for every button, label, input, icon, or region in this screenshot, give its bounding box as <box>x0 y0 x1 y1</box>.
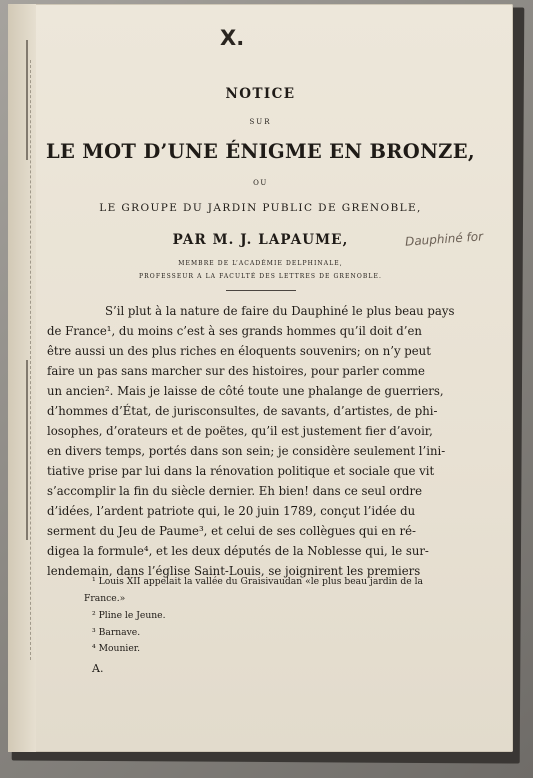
author-affiliation-1: MEMBRE DE L’ACADÉMIE DELPHINALE, <box>178 260 343 267</box>
body-line: un ancien². Mais je laisse de côté toute une phalange de guerriers, <box>47 384 444 398</box>
body-line: s’accomplir la fin du siècle dernier. Eh bien! dans ce seul ordre <box>47 484 423 498</box>
author-affiliation-2: PROFESSEUR A LA FACULTÉ DES LETTRES DE GRENOBLE. <box>139 273 382 280</box>
signature-mark: A. <box>92 662 104 675</box>
body-line: digea la formule⁴, et les deux députés de la Noblesse qui, le sur- <box>47 544 429 558</box>
author-line: PAR M. J. LAPAUME, <box>172 232 349 248</box>
footnote: ⁴ Mounier. <box>92 643 141 654</box>
body-line: de France¹, du moins c’est à ses grands hommes qu’il doit d’en <box>47 324 422 338</box>
body-line: d’hommes d’État, de jurisconsultes, de savants, d’artistes, de phi- <box>47 404 438 418</box>
body-line: lendemain, dans l’église Saint-Louis, se joignirent les premiers <box>47 564 421 578</box>
document-subtitle: LE GROUPE DU JARDIN PUBLIC DE GRENOBLE, <box>99 202 422 214</box>
body-line: être aussi un des plus riches en éloquents souvenirs; on n’y peut <box>47 344 431 358</box>
notice-heading: NOTICE <box>225 86 296 102</box>
footnote: ² Pline le Jeune. <box>92 610 166 621</box>
title-divider <box>226 290 296 291</box>
body-line: S’il plut à la nature de faire du Dauphiné le plus beau pays <box>105 304 455 318</box>
body-line: serment du Jeu de Paume³, et celui de ses collègues qui en ré- <box>47 524 417 538</box>
footnote: ¹ Louis XII appelait la vallée du Graisivaudan «le plus beau jardin de la <box>92 576 424 587</box>
body-line: losophes, d’orateurs et de poëtes, qu’il est justement fier d’avoir, <box>47 424 433 438</box>
binding-stitch <box>26 360 28 540</box>
document-title: LE MOT D’UNE ÉNIGME EN BRONZE, <box>46 140 475 163</box>
sur-label: SUR <box>249 118 272 126</box>
body-line: faire un pas sans marcher sur des histoires, pour parler comme <box>47 364 425 378</box>
body-line: d’idées, l’ardent patriote qui, le 20 juin 1789, conçut l’idée du <box>47 504 416 518</box>
handwritten-mark: X. <box>220 26 245 50</box>
handwritten-annotation: Dauphiné for <box>404 229 484 249</box>
body-line: tiative prise par lui dans la rénovation politique et sociale que vit <box>47 464 435 478</box>
footnote: ³ Barnave. <box>92 627 141 638</box>
footnote-continuation: France.» <box>84 593 126 604</box>
ou-label: OU <box>253 179 268 187</box>
body-line: en divers temps, portés dans son sein; je considère seulement l’ini- <box>47 444 446 458</box>
